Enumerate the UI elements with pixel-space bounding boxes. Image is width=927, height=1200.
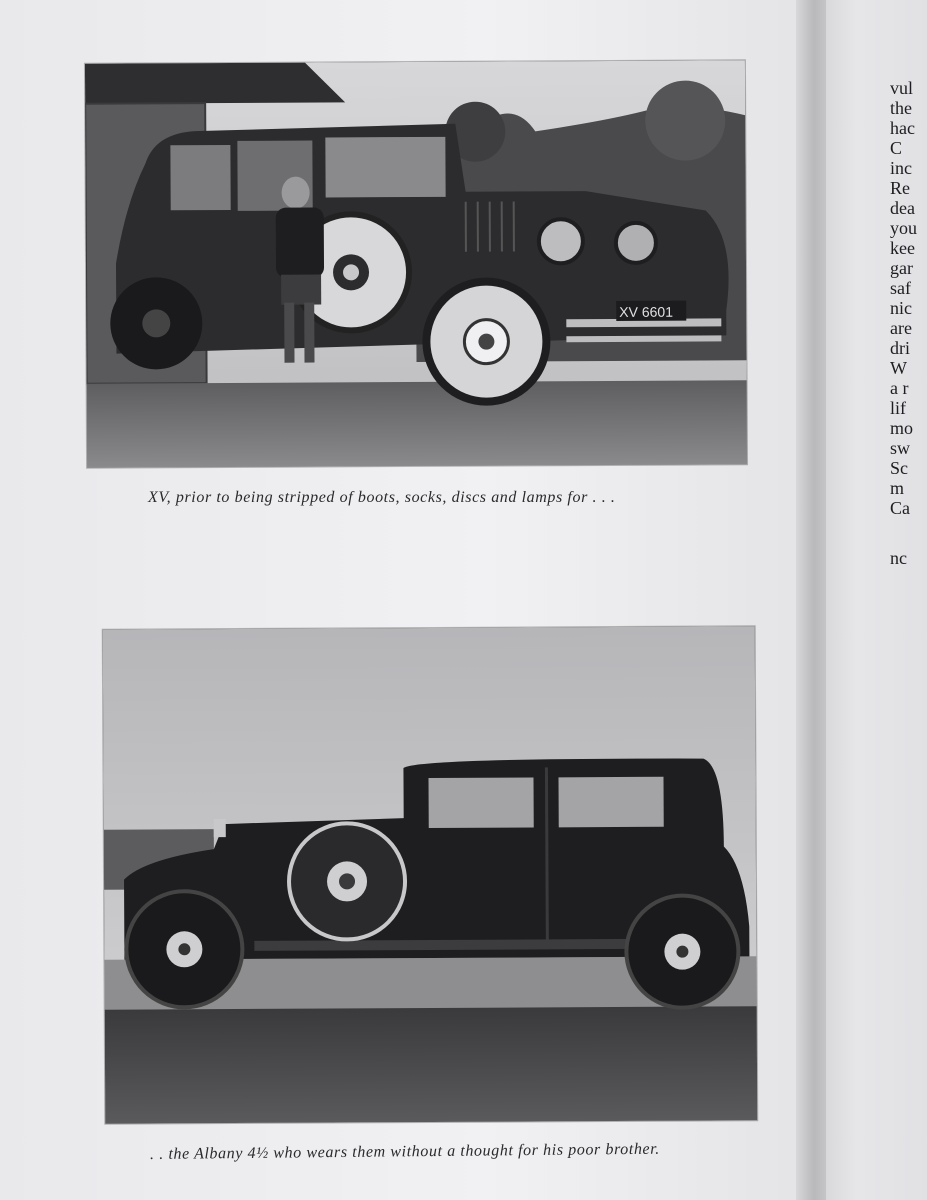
- facing-line: Re: [890, 178, 910, 198]
- facing-line: W: [890, 358, 907, 378]
- facing-line: Sc: [890, 458, 908, 478]
- facing-line: inc: [890, 158, 912, 178]
- facing-line: dri: [890, 338, 910, 358]
- number-plate: XV 6601: [619, 303, 674, 320]
- caption-top: XV, prior to being stripped of boots, socks, discs and lamps for . . .: [148, 489, 616, 506]
- facing-gap: [890, 518, 927, 548]
- vintage-car-with-boy-photo: [85, 60, 747, 467]
- facing-line: the: [890, 98, 912, 118]
- facing-line: gar: [890, 258, 913, 278]
- facing-line: are: [890, 318, 912, 338]
- facing-line: kee: [890, 238, 915, 258]
- facing-line: a r: [890, 378, 909, 398]
- facing-line: nc: [890, 548, 907, 568]
- facing-line: dea: [890, 198, 915, 218]
- photo-car-with-boy: [85, 60, 747, 467]
- facing-line: mo: [890, 418, 914, 438]
- caption-bottom: . . the Albany 4½ who wears them without a thought for his poor brother.: [149, 1140, 660, 1163]
- facing-line: hac: [890, 118, 915, 138]
- facing-line: m: [890, 478, 905, 498]
- facing-line: lif: [890, 398, 906, 418]
- facing-line: nic: [890, 298, 912, 318]
- photo-saloon-side-view: [103, 626, 758, 1123]
- facing-line: you: [890, 218, 917, 238]
- facing-page-text: [890, 78, 927, 568]
- facing-line: C: [890, 138, 903, 158]
- facing-line: Ca: [890, 498, 910, 518]
- facing-line: vul: [890, 78, 914, 98]
- vintage-saloon-car-side-photo: [103, 626, 758, 1123]
- facing-line: saf: [890, 278, 911, 298]
- facing-line: sw: [890, 438, 911, 458]
